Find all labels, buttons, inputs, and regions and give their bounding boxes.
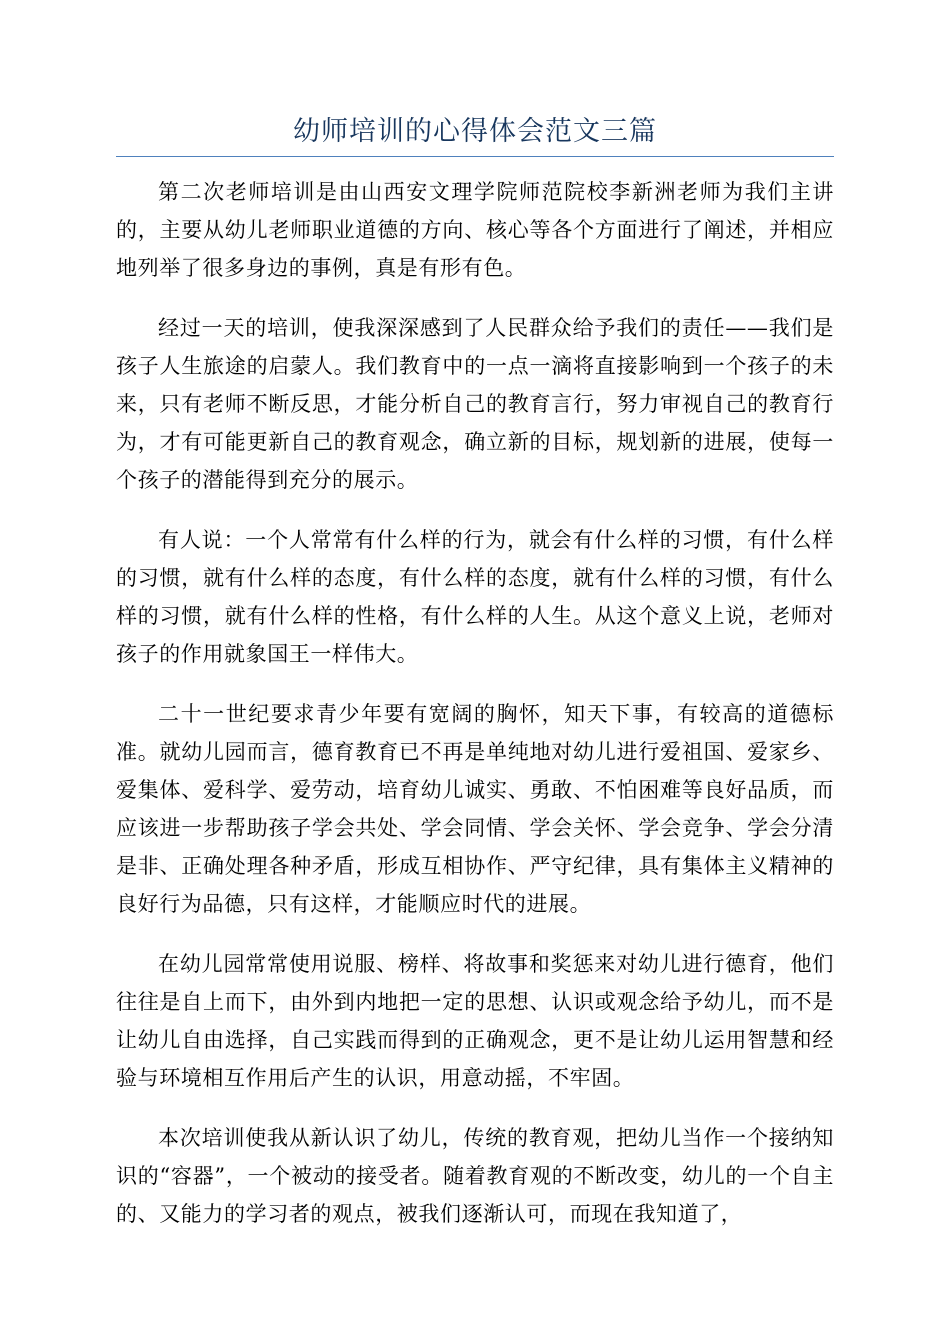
page-title: 幼师培训的心得体会范文三篇 — [293, 116, 657, 147]
document-body — [116, 173, 834, 1255]
paragraph-6: 本次培训使我从新认识了幼儿，传统的教育观，把幼儿当作一个接纳知识的“容器”，一个被动的接受者。随着教育观的不断改变，幼儿的一个自主的、又能力的学习者的观点，被我们逐渐认可，而现在我知道了， — [116, 1126, 834, 1226]
title-block — [116, 112, 834, 157]
paragraph-2: 经过一天的培训，使我深深感到了人民群众给予我们的责任——我们是孩子人生旅途的启蒙人。我们教育中的一点一滴将直接影响到一个孩子的未来，只有老师不断反思，才能分析自己的教育言行，努力审视自己的教育行为，才有可能更新自己的教育观念，确立新的目标，规划新的进展，使每一个孩子的潜能得到充分的展示。 — [116, 316, 834, 492]
paragraph-3: 有人说：一个人常常有什么样的行为，就会有什么样的习惯，有什么样的习惯，就有什么样的态度，有什么样的态度，就有什么样的习惯，有什么样的习惯，就有什么样的性格，有什么样的人生。从这个意义上说，老师对孩子的作用就象国王一样伟大。 — [116, 528, 834, 666]
paragraph-1: 第二次老师培训是由山西安文理学院师范院校李新洲老师为我们主讲的，主要从幼儿老师职业道德的方向、核心等各个方面进行了阐述，并相应地列举了很多身边的事例，真是有形有色。 — [116, 180, 834, 280]
paragraph-4: 二十一世纪要求青少年要有宽阔的胸怀，知天下事，有较高的道德标准。就幼儿园而言，德育教育已不再是单纯地对幼儿进行爱祖国、爱家乡、爱集体、爱科学、爱劳动，培育幼儿诚实、勇敢、不怕困难等良好品质，而应该进一步帮助孩子学会共处、学会同情、学会关怀、学会竞争、学会分清是非、正确处理各种矛盾，形成互相协作、严守纪律，具有集体主义精神的良好行为品德，只有这样，才能顺应时代的进展。 — [116, 702, 834, 916]
paragraph-5: 在幼儿园常常使用说服、榜样、将故事和奖惩来对幼儿进行德育，他们往往是自上而下，由外到内地把一定的思想、认识或观念给予幼儿，而不是让幼儿自由选择，自己实践而得到的正确观念，更不是让幼儿运用智慧和经验与环境相互作用后产生的认识，用意动摇，不牢固。 — [116, 952, 834, 1090]
